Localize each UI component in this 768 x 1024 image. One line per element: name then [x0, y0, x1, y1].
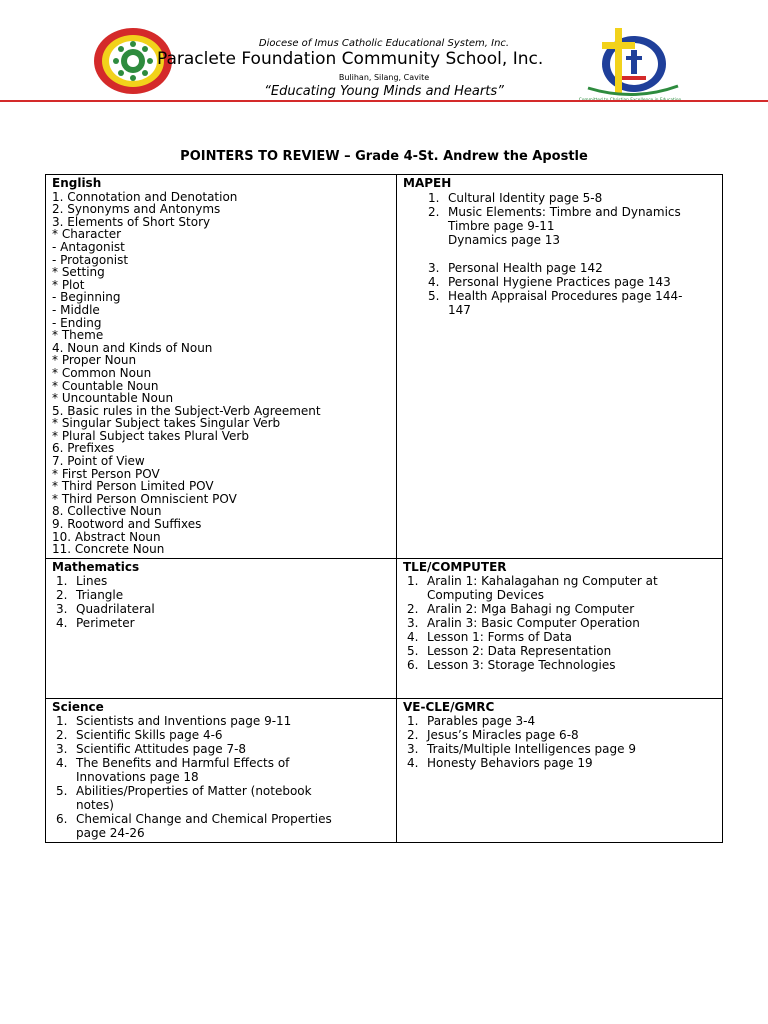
- list-line: * Proper Noun: [52, 353, 137, 368]
- list-line: * First Person POV: [52, 466, 160, 481]
- item-text: The Benefits and Harmful Effects of: [76, 756, 290, 771]
- list-item: [403, 261, 716, 275]
- list-line: 2. Synonyms and Antonyms: [52, 202, 221, 217]
- list-item: [403, 616, 716, 630]
- list-line: * Plot: [52, 277, 85, 292]
- list-item: [403, 289, 716, 303]
- math-list: [52, 574, 390, 630]
- item-number: 3.: [56, 742, 68, 757]
- item-text: 147: [448, 302, 471, 317]
- list-item: [403, 588, 716, 602]
- item-text: Lesson 2: Data Representation: [427, 644, 612, 659]
- item-text: Timbre page 9-11: [448, 218, 555, 233]
- list-line: 6. Prefixes: [52, 441, 115, 456]
- list-item: [403, 728, 716, 742]
- list-line: 8. Collective Noun: [52, 504, 162, 519]
- science-list: [52, 714, 390, 840]
- list-line: * Third Person Limited POV: [52, 479, 214, 494]
- list-line: * Uncountable Noun: [52, 391, 174, 406]
- header-rule: [0, 100, 768, 102]
- list-item: [52, 728, 390, 742]
- list-item: [403, 658, 716, 672]
- list-line: * Plural Subject takes Plural Verb: [52, 428, 249, 443]
- item-text: Cultural Identity page 5-8: [448, 190, 603, 205]
- item-number: 6.: [56, 812, 68, 827]
- item-text: Lines: [76, 574, 108, 589]
- item-text: Honesty Behaviors page 19: [427, 756, 593, 771]
- english-cell: [46, 175, 397, 559]
- list-line: * Third Person Omniscient POV: [52, 491, 237, 506]
- item-number: 5.: [428, 288, 440, 303]
- list-line: * Character: [52, 227, 122, 242]
- item-number: 1.: [56, 714, 68, 729]
- item-number: 1.: [56, 574, 68, 589]
- item-number: 3.: [56, 602, 68, 617]
- mapeh-heading: MAPEH: [403, 176, 452, 190]
- item-number: 4.: [56, 756, 68, 771]
- item-text: Abilities/Properties of Matter (notebook: [76, 784, 312, 799]
- list-item: [403, 742, 716, 756]
- english-heading: English: [52, 176, 102, 190]
- item-number: 4.: [428, 274, 440, 289]
- item-text: Scientific Attitudes page 7-8: [76, 742, 247, 757]
- item-text: Computing Devices: [427, 588, 544, 603]
- item-number: 5.: [56, 784, 68, 799]
- school-address: Bulihan, Silang, Cavite: [338, 73, 430, 82]
- list-line: 3. Elements of Short Story: [52, 214, 211, 229]
- list-item: [52, 812, 390, 826]
- item-text: Aralin 2: Mga Bahagi ng Computer: [427, 602, 635, 617]
- ve-heading: VE-CLE/GMRC: [403, 699, 495, 714]
- list-item: [403, 205, 716, 219]
- list-item: [403, 756, 716, 770]
- list-item: [52, 742, 390, 756]
- item-text: page 24-26: [76, 826, 145, 841]
- mapeh-list: [403, 191, 716, 317]
- list-line: 11. Concrete Noun: [52, 542, 165, 557]
- letterhead: [0, 0, 768, 110]
- list-spacer: [403, 247, 716, 261]
- item-number: 4.: [407, 756, 419, 771]
- item-number: 2.: [56, 588, 68, 603]
- item-number: 1.: [407, 574, 419, 589]
- list-line: - Protagonist: [52, 252, 129, 267]
- list-line: * Common Noun: [52, 365, 152, 380]
- list-item: [403, 602, 716, 616]
- item-number: 2.: [407, 602, 419, 617]
- tle-cell: [397, 558, 723, 698]
- item-number: 2.: [56, 728, 68, 743]
- list-item: [403, 714, 716, 728]
- item-text: Personal Health page 142: [448, 260, 603, 275]
- item-text: Scientists and Inventions page 9-11: [76, 714, 292, 729]
- list-item: [403, 191, 716, 205]
- list-line: 10. Abstract Noun: [52, 529, 161, 544]
- diocese-line: Diocese of Imus Catholic Educational System, Inc.: [258, 38, 510, 49]
- list-item: [52, 770, 390, 784]
- item-number: 3.: [428, 260, 440, 275]
- list-line: * Setting: [52, 265, 105, 280]
- item-text: Music Elements: Timbre and Dynamics: [448, 204, 681, 219]
- list-line: 5. Basic rules in the Subject-Verb Agreement: [52, 403, 321, 418]
- item-number: 3.: [407, 742, 419, 757]
- item-text: Dynamics page 13: [448, 232, 561, 247]
- math-cell: [46, 558, 397, 698]
- item-text: Lesson 1: Forms of Data: [427, 630, 572, 645]
- math-heading: Mathematics: [52, 559, 140, 574]
- tle-heading: TLE/COMPUTER: [403, 559, 507, 574]
- school-name: Paraclete Foundation Community School, Inc.: [157, 49, 544, 69]
- item-text: Triangle: [76, 588, 124, 603]
- item-text: Quadrilateral: [76, 602, 155, 617]
- list-line: 1. Connotation and Denotation: [52, 189, 238, 204]
- list-item: [403, 303, 716, 317]
- list-line: * Singular Subject takes Singular Verb: [52, 416, 281, 431]
- item-text: Personal Hygiene Practices page 143: [448, 274, 671, 289]
- list-item: [52, 798, 390, 812]
- list-item: [52, 784, 390, 798]
- item-text: Lesson 3: Storage Technologies: [427, 658, 616, 673]
- item-text: notes): [76, 798, 114, 813]
- item-number: 2.: [407, 728, 419, 743]
- item-text: Chemical Change and Chemical Properties: [76, 812, 332, 827]
- list-line: 7. Point of View: [52, 454, 145, 469]
- mapeh-cell: [397, 175, 723, 559]
- list-item: [52, 574, 390, 588]
- cross-emblem-logo: [578, 28, 682, 104]
- item-text: Scientific Skills page 4-6: [76, 728, 223, 743]
- list-item: [403, 574, 716, 588]
- english-lines: [52, 191, 390, 556]
- item-text: Perimeter: [76, 616, 135, 631]
- item-text: Aralin 3: Basic Computer Operation: [427, 616, 640, 631]
- item-text: Aralin 1: Kahalagahan ng Computer at: [427, 574, 658, 589]
- list-item: [403, 233, 716, 247]
- item-text: Health Appraisal Procedures page 144-: [448, 288, 683, 303]
- tle-list: [403, 574, 716, 672]
- ve-list: [403, 714, 716, 770]
- item-number: 3.: [407, 616, 419, 631]
- list-item: [52, 826, 390, 840]
- item-text: Jesus’s Miracles page 6-8: [427, 728, 579, 743]
- list-line: 4. Noun and Kinds of Noun: [52, 340, 213, 355]
- item-number: 4.: [407, 630, 419, 645]
- science-heading: Science: [52, 699, 104, 714]
- ve-cell: [397, 698, 723, 843]
- list-line: 9. Rootword and Suffixes: [52, 517, 202, 532]
- list-line: * Countable Noun: [52, 378, 159, 393]
- list-item: [403, 644, 716, 658]
- item-number: 2.: [428, 204, 440, 219]
- list-item: [52, 714, 390, 728]
- list-item: [403, 630, 716, 644]
- list-line: - Antagonist: [52, 239, 125, 254]
- list-item: [403, 275, 716, 289]
- list-item: [52, 616, 390, 630]
- page-title: POINTERS TO REVIEW – Grade 4-St. Andrew the Apostle: [180, 149, 588, 164]
- list-item: [52, 756, 390, 770]
- item-text: Parables page 3-4: [427, 714, 536, 729]
- list-item: [52, 602, 390, 616]
- item-text: Traits/Multiple Intelligences page 9: [427, 742, 636, 757]
- item-number: 5.: [407, 644, 419, 659]
- item-number: 6.: [407, 658, 419, 673]
- list-item: [52, 588, 390, 602]
- list-line: - Ending: [52, 315, 102, 330]
- list-line: - Middle: [52, 302, 100, 317]
- school-motto: “Educating Young Minds and Hearts”: [264, 84, 504, 99]
- list-line: * Theme: [52, 328, 104, 343]
- list-line: - Beginning: [52, 290, 121, 305]
- item-number: 4.: [56, 616, 68, 631]
- item-number: 1.: [407, 714, 419, 729]
- item-text: Innovations page 18: [76, 770, 199, 785]
- item-number: 1.: [428, 190, 440, 205]
- science-cell: [46, 698, 397, 843]
- list-item: [403, 219, 716, 233]
- review-table: [45, 174, 723, 843]
